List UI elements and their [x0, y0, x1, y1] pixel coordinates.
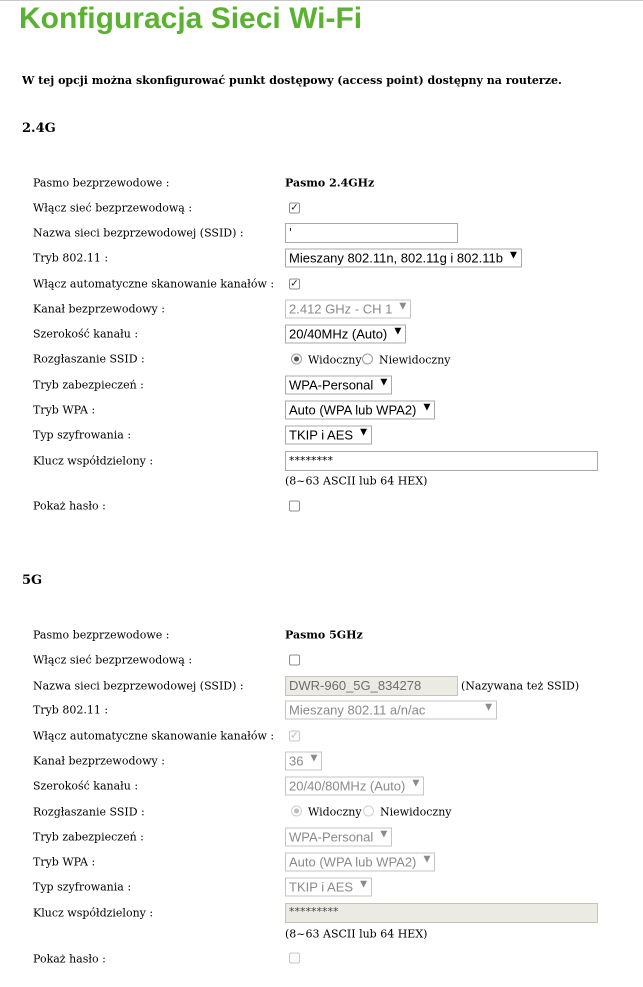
wpa-select-5-value: Auto (WPA lub WPA2) — [289, 854, 417, 870]
label-showpass-24: Pokaż hasło : — [33, 499, 106, 513]
mode-select-5[interactable] — [285, 701, 497, 720]
label-channel-24: Kanał bezprzewodowy : — [33, 302, 165, 316]
autoscan-checkbox-24[interactable]: ✓ — [290, 278, 299, 290]
cipher-select-24-value: TKIP i AES — [289, 427, 354, 443]
section-heading-2-4g: 2.4G — [22, 121, 56, 136]
radio-visible-5-label: Widoczny — [308, 805, 362, 819]
label-showpass-5: Pokaż hasło : — [33, 952, 106, 966]
label-autoscan-5: Włącz automatyczne skanowanie kanałów : — [33, 729, 275, 743]
chevron-down-icon: ▼ — [485, 702, 492, 713]
label-ssid-24: Nazwa sieci bezprzewodowej (SSID) : — [33, 226, 244, 240]
wpa-select-5[interactable] — [285, 853, 435, 872]
mode-select-24-value: Mieszany 802.11n, 802.11g i 802.11b — [289, 250, 503, 266]
section-heading-5g: 5G — [22, 573, 43, 588]
label-wpa-5: Tryb WPA : — [33, 855, 96, 869]
channel-select-24[interactable] — [285, 300, 411, 319]
top-divider — [0, 0, 643, 1]
mode-select-24[interactable] — [285, 249, 522, 268]
label-ssid-5: Nazwa sieci bezprzewodowej (SSID) : — [33, 679, 244, 693]
channel-select-24-value: 2.412 GHz - CH 1 — [289, 301, 393, 317]
radio-invisible-24[interactable] — [362, 354, 373, 365]
security-select-5[interactable] — [285, 828, 392, 847]
page-description: W tej opcji można skonfigurować punkt dostępowy (access point) dostępny na routerze. — [22, 74, 562, 87]
band-value-24: Pasmo 2.4GHz — [285, 176, 375, 190]
radio-visible-24-label: Widoczny — [308, 353, 362, 367]
label-psk-24: Klucz współdzielony : — [33, 454, 154, 468]
radio-visible-5[interactable] — [291, 806, 302, 817]
chevron-down-icon: ▼ — [510, 250, 517, 261]
label-cipher-5: Typ szyfrowania : — [33, 880, 132, 894]
label-mode-24: Tryb 802.11 : — [33, 251, 109, 265]
label-enable-5: Włącz sieć bezprzewodową : — [33, 653, 193, 667]
show-password-checkbox-5[interactable] — [289, 953, 300, 964]
mode-select-5-value: Mieszany 802.11 a/n/ac — [289, 702, 426, 718]
autoscan-checkbox-5[interactable]: ✓ — [290, 730, 299, 742]
chevron-down-icon: ▼ — [394, 326, 402, 337]
security-select-24[interactable] — [285, 376, 392, 395]
chevron-down-icon: ▼ — [423, 402, 431, 413]
psk-hint-5: (8~63 ASCII lub 64 HEX) — [285, 927, 428, 941]
label-channel-5: Kanał bezprzewodowy : — [33, 754, 165, 768]
label-width-5: Szerokość kanału : — [33, 779, 139, 793]
cipher-select-5-value: TKIP i AES — [289, 879, 354, 895]
label-broadcast-5: Rozgłaszanie SSID : — [33, 805, 145, 819]
cipher-select-5[interactable] — [285, 878, 372, 897]
psk-input-24[interactable]: ******** — [285, 451, 598, 471]
chevron-down-icon: ▼ — [399, 301, 407, 312]
ssid-input-24[interactable]: ' — [285, 223, 458, 243]
show-password-checkbox-24[interactable] — [289, 501, 300, 512]
chevron-down-icon: ▼ — [310, 753, 318, 764]
label-enable-24: Włącz sieć bezprzewodową : — [33, 201, 193, 215]
label-broadcast-24: Rozgłaszanie SSID : — [33, 352, 145, 366]
page-title: Konfiguracja Sieci Wi-Fi — [19, 2, 363, 35]
label-wpa-24: Tryb WPA : — [33, 403, 96, 417]
chevron-down-icon: ▼ — [380, 377, 388, 388]
label-cipher-24: Typ szyfrowania : — [33, 428, 132, 442]
channel-select-5-value: 36 — [289, 753, 304, 769]
label-band-24: Pasmo bezprzewodowe : — [33, 176, 170, 190]
security-select-24-value: WPA-Personal — [289, 377, 374, 393]
label-autoscan-24: Włącz automatyczne skanowanie kanałów : — [33, 277, 275, 291]
security-select-5-value: WPA-Personal — [289, 829, 374, 845]
chevron-down-icon: ▼ — [380, 829, 388, 840]
label-security-5: Tryb zabezpieczeń : — [33, 830, 144, 844]
chevron-down-icon: ▼ — [423, 854, 431, 865]
radio-visible-24[interactable] — [291, 354, 302, 365]
wpa-select-24[interactable] — [285, 401, 435, 420]
enable-wireless-checkbox-5[interactable] — [289, 655, 300, 666]
wpa-select-24-value: Auto (WPA lub WPA2) — [289, 402, 417, 418]
psk-hint-24: (8~63 ASCII lub 64 HEX) — [285, 474, 428, 488]
chevron-down-icon: ▼ — [412, 778, 420, 789]
channel-select-5[interactable] — [285, 752, 322, 771]
radio-invisible-24-label: Niewidoczny — [379, 353, 451, 367]
radio-invisible-5[interactable] — [363, 806, 374, 817]
width-select-5[interactable] — [285, 777, 424, 796]
ssid-note-5: (Nazywana też SSID) — [461, 679, 580, 693]
psk-input-5[interactable]: ********* — [285, 903, 598, 923]
chevron-down-icon: ▼ — [360, 879, 368, 890]
label-mode-5: Tryb 802.11 : — [33, 703, 109, 717]
radio-invisible-5-label: Niewidoczny — [380, 805, 452, 819]
band-value-5: Pasmo 5GHz — [285, 628, 363, 642]
label-width-24: Szerokość kanału : — [33, 327, 139, 341]
label-psk-5: Klucz współdzielony : — [33, 906, 154, 920]
chevron-down-icon: ▼ — [360, 427, 368, 438]
width-select-24[interactable] — [285, 325, 406, 344]
width-select-5-value: 20/40/80MHz (Auto) — [289, 778, 406, 794]
cipher-select-24[interactable] — [285, 426, 372, 445]
enable-wireless-checkbox-24[interactable]: ✓ — [290, 202, 299, 214]
ssid-input-5[interactable]: DWR-960_5G_834278 — [285, 676, 458, 696]
label-security-24: Tryb zabezpieczeń : — [33, 378, 144, 392]
width-select-24-value: 20/40MHz (Auto) — [289, 326, 388, 342]
label-band-5: Pasmo bezprzewodowe : — [33, 628, 170, 642]
